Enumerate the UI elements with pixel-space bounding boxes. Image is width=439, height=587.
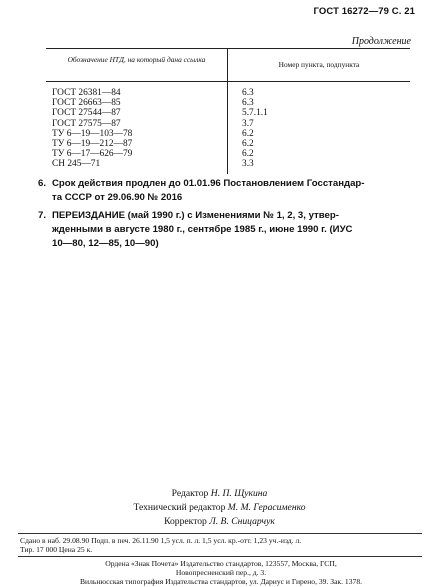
editor-label: Редактор [171, 488, 209, 499]
imprint-publisher: Ордена «Знак Почета» Издательство стандартов, 123557, Москва, ГСП, [105, 559, 337, 568]
table-cell-clause: 6.2 [242, 138, 254, 149]
table-cell-document: ГОСТ 27544—87 [52, 108, 121, 119]
credit-tech-editor [0, 501, 439, 515]
continuation-label: Продолжение [351, 36, 411, 47]
table-cell-clause: 3.3 [242, 159, 254, 170]
item-6-validity [38, 177, 410, 205]
item-6-text-1: Срок действия продлен до 01.01.96 Постановлением Госстандар- [52, 178, 365, 189]
item-6-line-1 [38, 177, 410, 191]
item-7-text-3: 10—80, 12—85, 10—90) [52, 238, 159, 249]
table-cell-document: СН 245—71 [52, 159, 101, 170]
imprint-top-rule [18, 533, 422, 534]
imprint-publisher-address: Новопресненский пер., д. 3. [175, 568, 267, 577]
imprint-run-price: Тир. 17 000 Цена 25 к. [20, 545, 93, 554]
table-cell-document: ТУ 6—19—212—87 [52, 138, 133, 149]
credit-editor [0, 487, 439, 501]
reference-table [46, 48, 410, 174]
item-6-number: 6. [38, 178, 47, 189]
column-header-clause: Номер пункта, подпункта [278, 60, 360, 69]
table-cell-clause: 6.3 [242, 98, 254, 109]
table-cell-clause: 6.2 [242, 128, 254, 139]
table-cell-document: ГОСТ 27575—87 [52, 118, 121, 129]
item-7-text-1: ПЕРЕИЗДАНИЕ (май 1990 г.) с Изменениями № 1, 2, 3, утвер- [52, 210, 339, 221]
table-cell-clause: 5.7.1.1 [242, 108, 268, 119]
column-header-document: Обозначение НТД, на который дана ссылка [46, 49, 228, 81]
corrector-label: Корректор [164, 516, 207, 527]
item-7-reissue [38, 209, 410, 251]
document-column [46, 82, 228, 174]
item-6-text-2: та СССР от 29.06.90 № 2016 [52, 192, 183, 203]
table-header [46, 49, 410, 82]
table-cell-document: ГОСТ 26381—84 [52, 88, 121, 98]
table-cell-document: ТУ 6—19—103—78 [52, 128, 133, 139]
item-7-text-2: жденными в августе 1980 г., сентябре 1985 г., июне 1990 г. (ИУС [52, 224, 353, 235]
credit-corrector [0, 515, 439, 529]
page-header: ГОСТ 16272—79 С. 21 [313, 6, 415, 17]
clause-column [228, 82, 410, 174]
table-cell-clause: 6.3 [242, 88, 254, 98]
editor-name: Н. П. Щукина [210, 488, 268, 499]
item-7-line-1 [38, 209, 410, 223]
item-7-number: 7. [38, 210, 47, 221]
tech-editor-label: Технический редактор [133, 502, 226, 513]
table-cell-document: ГОСТ 26663—85 [52, 98, 121, 109]
imprint-printer: Вильнюсская типография Издательства стандартов, ул. Дариус и Гирено, 39. Зак. 1378. [79, 577, 363, 586]
table-cell-document: ТУ 6—17—626—79 [52, 149, 133, 160]
imprint-middle-rule [18, 556, 422, 557]
table-cell-clause: 6.2 [242, 149, 254, 160]
table-cell-clause: 3.7 [242, 118, 254, 129]
table-body [46, 82, 410, 174]
tech-editor-name: М. М. Герасименко [227, 502, 306, 513]
corrector-name: Л. В. Сницарчук [209, 516, 275, 527]
imprint-print-details: Сдано в наб. 29.08.90 Подп. в печ. 26.11.90 1,5 усл. п. л. 1,5 усл. кр.-отт. 1,23 уч.-изд. л. [20, 536, 302, 545]
